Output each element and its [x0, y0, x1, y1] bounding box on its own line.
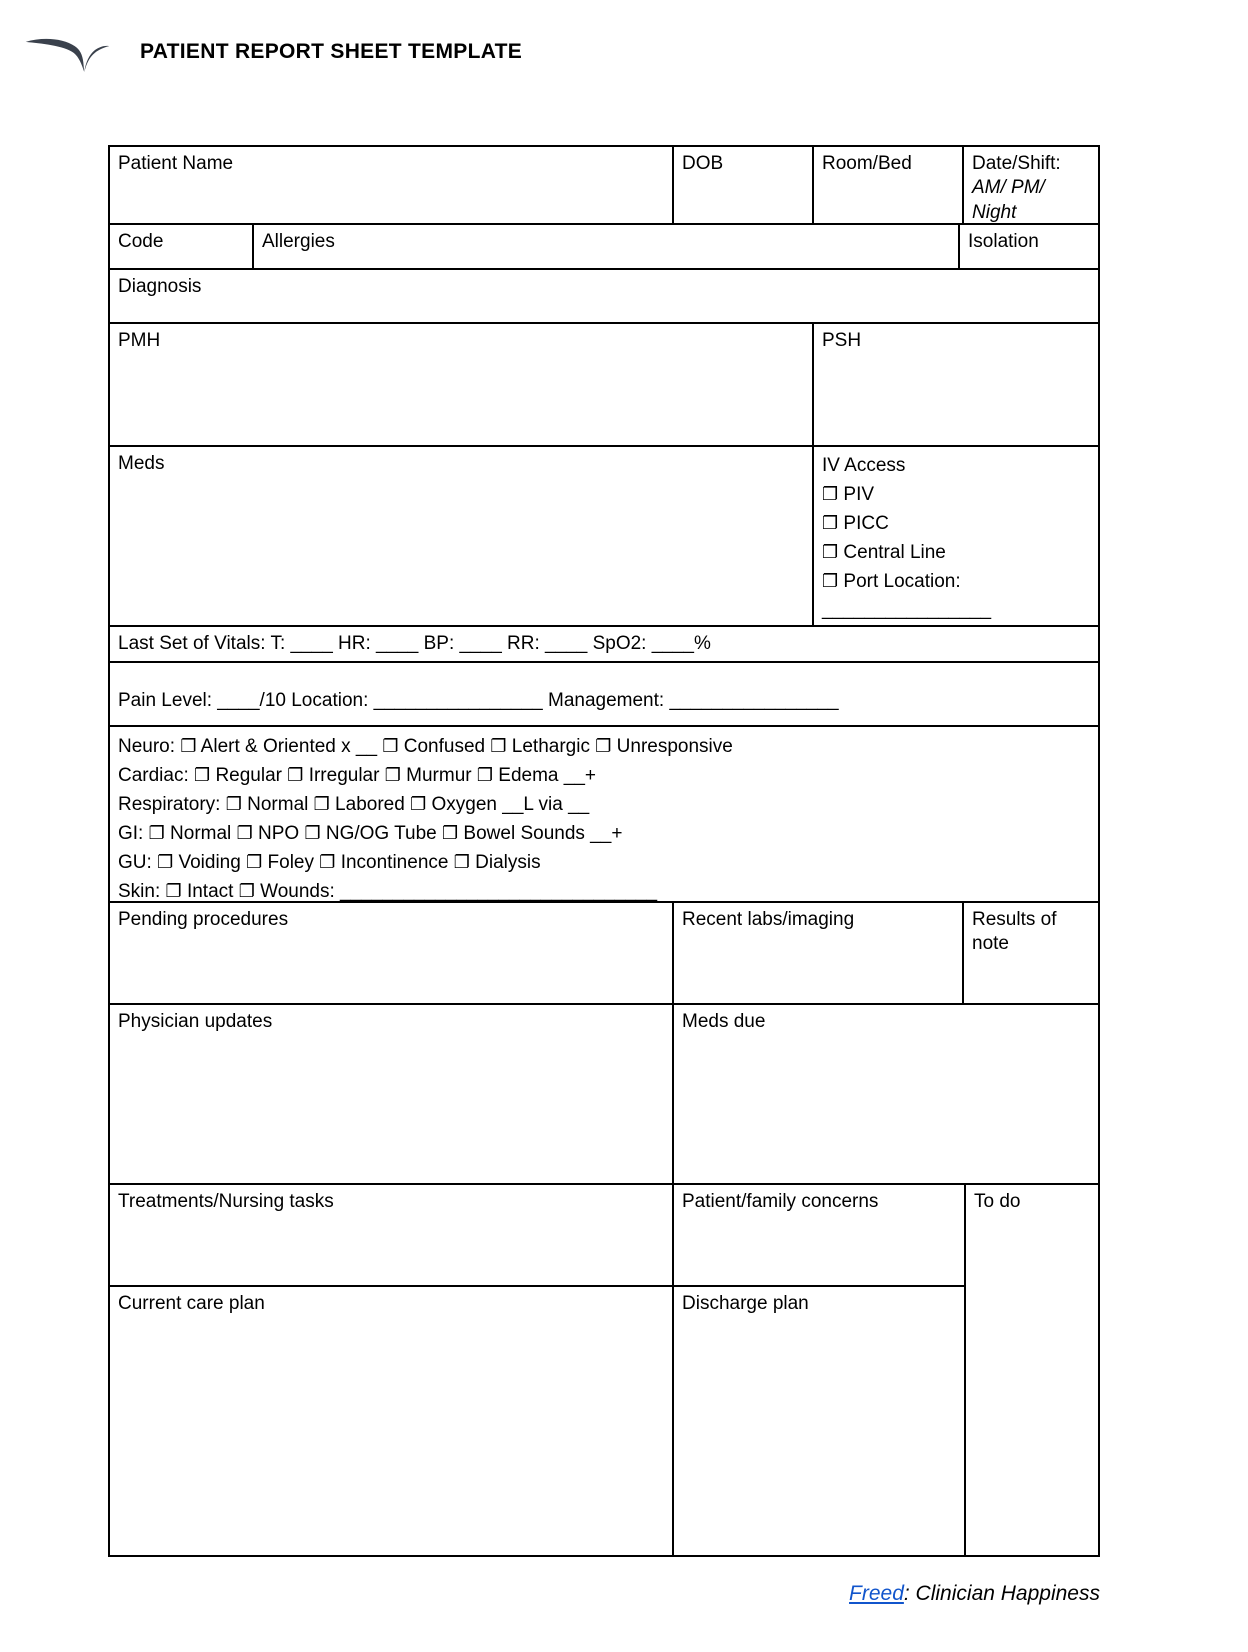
- diagnosis-cell: Diagnosis: [118, 276, 202, 297]
- iv-access-option: ❐ PICC: [822, 513, 889, 534]
- row-code-allergies: [110, 225, 1098, 270]
- row-vitals: [110, 627, 1098, 663]
- patient-name-cell: Patient Name: [110, 147, 674, 223]
- date-shift-options: AM/ PM/ Night: [972, 177, 1045, 223]
- recent-labs-cell: Recent labs/imaging: [674, 903, 964, 1003]
- checkbox-icon: ❐: [822, 571, 839, 591]
- isolation-cell: Isolation: [968, 231, 1039, 252]
- room-bed-cell: Room/Bed: [814, 147, 964, 223]
- vitals-cell: Last Set of Vitals: T: ____ HR: ____ BP: ____ RR: ____ SpO2: ____%: [118, 633, 711, 654]
- assessment-category-label: Neuro:: [118, 736, 181, 757]
- assessment-line: Neuro: ❐ Alert & Oriented x __ ❐ Confused ❐ Lethargic ❐ Unresponsive: [118, 736, 733, 757]
- discharge-plan-cell: Discharge plan: [682, 1293, 809, 1314]
- iv-access-blank-line: ________________: [822, 599, 992, 620]
- allergies-cell: Allergies: [254, 225, 960, 268]
- checkbox-icon: ❐: [384, 765, 401, 785]
- treatments-cell: Treatments/Nursing tasks: [110, 1185, 674, 1285]
- results-of-note-cell: Results of note: [972, 909, 1057, 955]
- checkbox-icon: ❐: [287, 765, 304, 785]
- checkbox-icon: ❐: [822, 542, 839, 562]
- assessment-category-label: GU:: [118, 852, 158, 873]
- checkbox-icon: ❐: [382, 736, 399, 756]
- footer-tagline: : Clinician Happiness: [903, 1582, 1100, 1605]
- iv-access-options: [822, 480, 1090, 596]
- date-shift-cell: [964, 147, 1098, 223]
- assessment-category-label: Cardiac:: [118, 765, 195, 786]
- freed-bird-logo-icon: [24, 24, 110, 76]
- checkbox-icon: ❐: [595, 736, 612, 756]
- iv-access-option: ❐ Port Location:: [822, 571, 961, 592]
- checkbox-icon: ❐: [319, 852, 336, 872]
- assessment-line: Cardiac: ❐ Regular ❐ Irregular ❐ Murmur ❐ Edema __+: [118, 765, 597, 786]
- assessment-line: Skin: ❐ Intact ❐ Wounds: ______________________________: [118, 881, 658, 901]
- row-diagnosis: [110, 270, 1098, 324]
- checkbox-icon: ❐: [453, 852, 470, 872]
- assessment-category-label: Respiratory:: [118, 794, 226, 815]
- checkbox-icon: ❐: [180, 736, 197, 756]
- row-history: [110, 324, 1098, 447]
- tasks-plans-left-column: [110, 1185, 964, 1555]
- checkbox-icon: ❐: [476, 765, 494, 785]
- checkbox-icon: ❐: [236, 823, 253, 843]
- meds-due-cell: Meds due: [682, 1011, 766, 1032]
- checkbox-icon: ❐: [313, 794, 330, 814]
- assessment-category-label: GI:: [118, 823, 149, 844]
- psh-cell: PSH: [822, 330, 862, 351]
- pending-procedures-cell: Pending procedures: [110, 903, 674, 1003]
- checkbox-icon: ❐: [148, 823, 165, 843]
- checkbox-icon: ❐: [822, 513, 839, 533]
- checkbox-icon: ❐: [410, 794, 427, 814]
- date-shift-label: Date/Shift:: [972, 153, 1061, 174]
- freed-link[interactable]: Freed: [849, 1582, 904, 1605]
- checkbox-icon: ❐: [822, 484, 839, 504]
- iv-access-option: ❐ Central Line: [822, 542, 946, 563]
- to-do-cell: To do: [964, 1185, 1098, 1555]
- checkbox-icon: ❐: [238, 881, 255, 901]
- physician-updates-cell: Physician updates: [110, 1005, 674, 1183]
- iv-access-title: IV Access: [822, 455, 906, 476]
- checkbox-icon: ❐: [304, 823, 321, 843]
- assessment-line: Respiratory: ❐ Normal ❐ Labored ❐ Oxygen __L via __: [118, 794, 590, 815]
- checkbox-icon: ❐: [442, 823, 459, 843]
- subrow-care-discharge: [110, 1287, 964, 1555]
- current-care-plan-cell: Current care plan: [110, 1287, 674, 1555]
- pmh-cell: PMH: [110, 324, 814, 445]
- row-assessment: [110, 727, 1098, 903]
- page-title: PATIENT REPORT SHEET TEMPLATE: [140, 40, 523, 63]
- row-pain: [110, 663, 1098, 727]
- footer-credit: [849, 1582, 1100, 1606]
- checkbox-icon: ❐: [194, 765, 211, 785]
- dob-cell: DOB: [674, 147, 814, 223]
- row-patient-identifiers: [110, 147, 1098, 225]
- checkbox-icon: ❐: [490, 736, 507, 756]
- row-procedures-labs: [110, 903, 1098, 1005]
- assessment-category-label: Skin:: [118, 881, 166, 901]
- checkbox-icon: ❐: [225, 794, 242, 814]
- iv-access-option: ❐ PIV: [822, 484, 875, 505]
- assessment-line: GU: ❐ Voiding ❐ Foley ❐ Incontinence ❐ Dialysis: [118, 852, 541, 873]
- checkbox-icon: ❐: [165, 881, 182, 901]
- checkbox-icon: ❐: [157, 852, 174, 872]
- assessment-block: [110, 727, 1098, 901]
- patient-family-concerns-cell: Patient/family concerns: [682, 1191, 879, 1212]
- assessment-line: GI: ❐ Normal ❐ NPO ❐ NG/OG Tube ❐ Bowel Sounds __+: [118, 823, 623, 844]
- pain-cell: Pain Level: ____/10 Location: ________________ Management: ________________: [118, 690, 839, 711]
- iv-access-cell: [814, 447, 1098, 625]
- row-tasks-plans: [110, 1185, 1098, 1555]
- row-meds-iv: [110, 447, 1098, 627]
- meds-cell: Meds: [110, 447, 814, 625]
- report-sheet-table: [108, 145, 1100, 1557]
- row-updates-meds-due: [110, 1005, 1098, 1185]
- code-cell: Code: [110, 225, 254, 268]
- checkbox-icon: ❐: [246, 852, 263, 872]
- subrow-tasks-concerns: [110, 1185, 964, 1287]
